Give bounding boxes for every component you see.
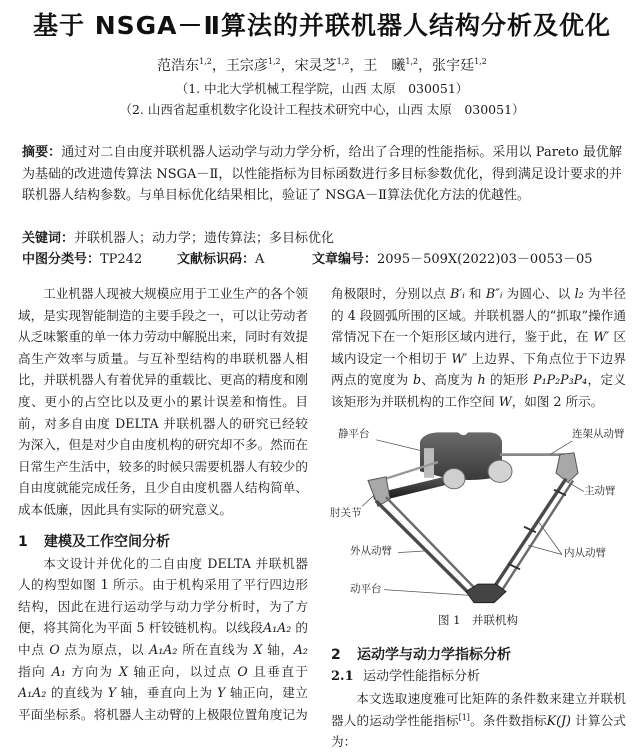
keywords-text: 并联机器人；动力学；遗传算法；多目标优化: [74, 231, 335, 246]
citation[interactable]: [1]: [458, 712, 470, 722]
section-1-heading: 1 建模及工作空间分析: [18, 533, 170, 550]
keywords-label: 关键词：: [22, 231, 75, 246]
author: 宋灵芝$^{1,2}$: [294, 57, 350, 74]
keywords: [22, 229, 334, 249]
intro-paragraph: 工业机器人现被大规模应用于工业生产的各个领域，是实现智能制造的主要手段之一，可以让劳动者从乏味繁重的单一体力劳动中解脱出来，同时有效提高生产效率与质量。与互补型结构的串联机器人相比，并联机器人有着优异的重载比、更高的精度和刚度、更小的占空比以及更小的累计误差和惰性。目前，对多自由度 DELTA 并联机器人的研究已经较为深入，但是对少自由度机构的研究却不多。然而在日常生产生活中，较多的时候只需要机器人有较少的自由度就能完成任务，且少自由度机器人结构简单、成本低廉，因此具有实际的研究意义。: [18, 286, 308, 517]
abstract-text: 通过对二自由度并联机器人运动学与动力学分析，给出了合理的性能指标。采用以 Pareto 最优解为基础的改进遗传算法 NSGA－Ⅱ，以性能指标为目标函数进行多目标参数优化，得到满足设计要求的并联机器人结构参数。与单目标优化结果相比，验证了 NSGA－Ⅱ算法优化方法的优越性。: [22, 145, 622, 203]
right-column: [331, 283, 626, 413]
label-frame-slave-arm: 连架从动臂: [572, 428, 625, 440]
author: 王 曦$^{1,2}$: [363, 57, 419, 74]
article-number: 文章编号：2095－509X(2022)03－0053－05: [312, 252, 593, 267]
label-static-platform: 静平台: [338, 428, 370, 440]
clc-number: 中图分类号：TP242: [22, 252, 143, 267]
label-outer-slave-arm: 外从动臂: [350, 545, 392, 557]
affiliation-1: （1. 中北大学机械工程学院，山西 太原 030051）: [175, 81, 469, 96]
figure-1: [328, 425, 628, 610]
label-moving-platform: 动平台: [350, 583, 382, 595]
abstract: [22, 142, 622, 207]
document-code: 文献标识码：A: [177, 252, 265, 267]
label-active-arm: 主动臂: [584, 485, 616, 497]
figure-caption: 图 1 并联机构: [438, 613, 518, 627]
label-inner-slave-arm: 内从动臂: [564, 547, 606, 559]
label-elbow-joint: 肘关节: [330, 507, 362, 519]
author: 王宗彦$^{1,2}$: [225, 57, 281, 74]
author: 张宇廷$^{1,2}$: [432, 57, 487, 74]
affiliation-2: （2. 山西省起重机数字化设计工程技术研究中心，山西 太原 030051）: [119, 102, 525, 117]
elbow-joint-right: [556, 453, 578, 483]
section-2-1-paragraph: 本文选取速度雅可比矩阵的条件数来建立并联机器人的运动学性能指标[1]。条件数指标K(J) 计算公式为：: [331, 691, 626, 750]
author-list: 范浩东$^{1,2}$，王宗彦$^{1,2}$，宋灵芝$^{1,2}$，王 曦$^{1,2}$，张宇廷$^{1,2}$: [157, 57, 487, 74]
section-2-1-heading: 2.1 运动学性能指标分析: [331, 669, 481, 684]
classification-line: [22, 250, 622, 270]
workspace-paragraph: 角极限时，分别以点 B′ᵢ 和 B″ᵢ 为圆心、以 l₂ 为半径的 4 段圆弧所围的区域。并联机器人的“抓取”操作通常情况下在一个矩形区域内进行，鉴于此，在 W′ 区域内设定一个相切于 W′ 上边界、下角点位于下边界两点的宽度为 b、高度为 h 的矩形 P₁P₂P₃P₄，定义该矩形为并联机构的工作空间 W，如图 2 所示。: [331, 286, 626, 409]
paper-title: 基于 NSGA－Ⅱ算法的并联机器人结构分析及优化: [33, 11, 611, 40]
abstract-label: 摘要：: [22, 145, 62, 160]
left-column: [18, 283, 308, 753]
author: 范浩东$^{1,2}$: [157, 57, 212, 74]
section-1-paragraph: 本文设计并优化的二自由度 DELTA 并联机器人的构型如图 1 所示。由于机构采用了平行四边形结构，因此在进行运动学与动力学分析时，为了方便，将其简化为平面 5 杆铰链机构。以线段A₁A₂ 的中点 O 点为原点，以 A₁A₂ 所在直线为 X 轴，A₂ 指向 A₁ 方向为 X 轴正向，以过点 O 且垂直于 A₁A₂ 的直线为 Y 轴，垂直向上为 Y 轴正向，建立平面坐标系。将机器人主动臂的上极限位置角度记为: [18, 555, 308, 722]
section-2-heading: 2 运动学与动力学指标分析: [331, 647, 511, 663]
